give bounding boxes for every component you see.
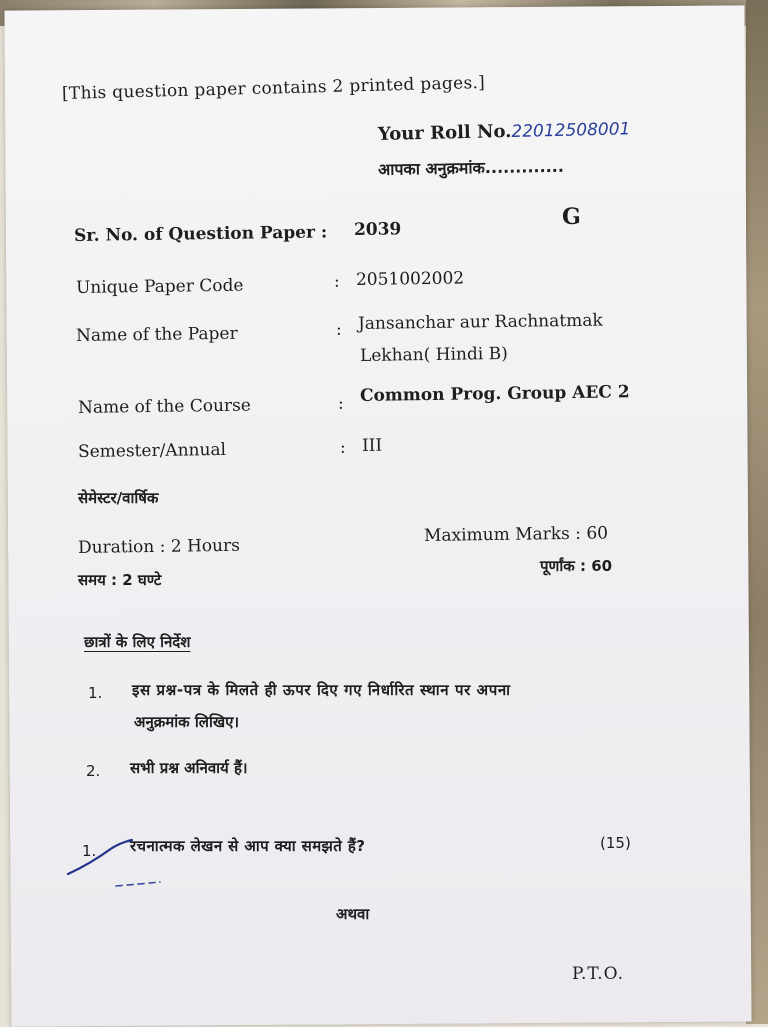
duration-label: Duration : 2 Hours — [77, 535, 241, 558]
instruction-2-text: सभी प्रश्न अनिवार्य हैं। — [130, 759, 248, 777]
instruction-1-line2: अनुक्रमांक लिखिए। — [134, 713, 240, 731]
paper-name-label: Name of the Paper — [75, 323, 238, 346]
question-1-marks: (15) — [600, 834, 631, 852]
paper-code-label: Unique Paper Code — [75, 275, 244, 298]
max-marks-label: Maximum Marks : 60 — [423, 523, 609, 546]
paper-name-value-line2: Lekhan( Hindi B) — [359, 343, 508, 366]
roll-number-hindi-label: आपका अनुक्रमांक............. — [377, 156, 565, 179]
course-label: Name of the Course — [77, 395, 251, 418]
paper-name-value-line1: Jansanchar aur Rachnatmak — [357, 310, 603, 334]
semester-value: III — [361, 435, 383, 456]
paper-code-colon: : — [334, 272, 340, 292]
course-value: Common Prog. Group AEC 2 — [359, 382, 630, 406]
semester-hindi-label: सेमेस्टर/वार्षिक — [78, 489, 159, 507]
question-1-number: 1. — [82, 842, 97, 860]
roll-number-handwritten: 22012508001 — [511, 119, 631, 142]
duration-hindi: समय : 2 घण्टे — [78, 571, 162, 589]
sr-no-label: Sr. No. of Question Paper : — [73, 222, 328, 246]
paper-name-colon: : — [336, 320, 342, 340]
question-1-text: रचनात्मक लेखन से आप क्या समझते हैं? — [130, 837, 366, 855]
max-marks-hindi: पूर्णांक : 60 — [540, 557, 613, 575]
pen-tick-mark — [60, 836, 200, 896]
paper-code-value: 2051002002 — [355, 268, 465, 290]
sr-no-value: 2039 — [353, 219, 402, 240]
semester-label: Semester/Annual — [77, 439, 227, 462]
header-note: [This question paper contains 2 printed pages.] — [61, 72, 486, 104]
instruction-1-number: 1. — [88, 684, 103, 702]
set-letter: G — [562, 204, 581, 230]
course-colon: : — [338, 394, 344, 414]
instruction-2-number: 2. — [86, 762, 101, 780]
roll-number-label: Your Roll No. — [377, 120, 512, 145]
or-text: अथवा — [336, 905, 370, 923]
instruction-1-line1: इस प्रश्न-पत्र के मिलते ही ऊपर दिए गए निर्धारित स्थान पर अपना — [132, 681, 511, 699]
instructions-heading: छात्रों के लिए निर्देश — [84, 633, 191, 651]
page-turn-note: P.T.O. — [572, 964, 624, 984]
semester-colon: : — [340, 438, 346, 458]
